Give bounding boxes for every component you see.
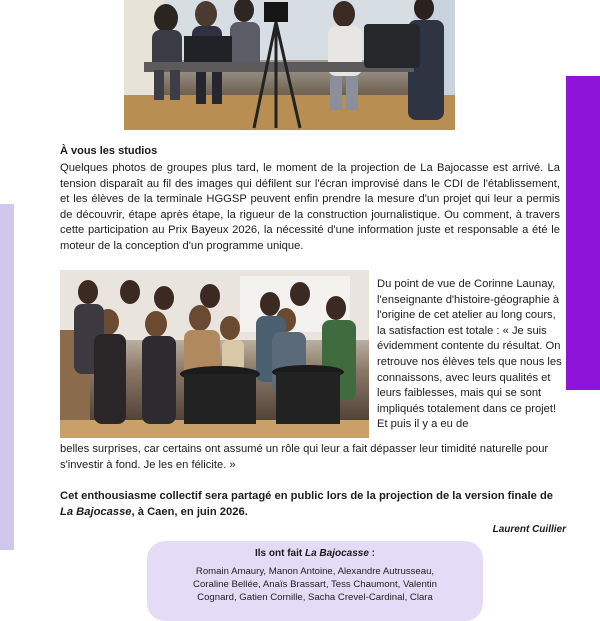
- author-signature: Laurent Cuillier: [492, 524, 566, 535]
- studio-photo: [124, 0, 455, 130]
- decorative-lavender-bar: [0, 204, 14, 550]
- conclusion-text-end: , à Caen, en juin 2026.: [131, 505, 248, 518]
- credits-names: Romain Amaury, Manon Antoine, Alexandre Autrusseau, Coraline Bellée, Anaïs Brassart, Tess Chaumont, Valentin Cognard, Gatien Cornille, Sacha Crevel-Cardinal, Clara: [193, 566, 437, 603]
- paragraph-quote: Du point de vue de Corinne Launay, l'enseignante d'histoire-géographie à l'origine de cet atelier au long cours, la satisfaction est totale : « Je suis évidemment contente du résultat. On retrouve nos élèves tels que nous les connaissons, avec leurs qualités et leurs faiblesses, mais qui se sont impliqués totalement dans ce projet! Et puis il y a eu de: [377, 278, 562, 431]
- credits-title: [147, 548, 483, 559]
- section-title: À vous les studios: [60, 145, 158, 157]
- conclusion-text-start: Cet enthousiasme collectif sera partagé en public lors de la projection de la version finale de: [60, 490, 554, 502]
- conclusion-title-italic: La Bajocasse: [60, 505, 132, 518]
- group-photo: [60, 270, 369, 438]
- decorative-purple-bar: [566, 76, 600, 390]
- credits-title-suffix: :: [368, 548, 376, 559]
- credits-box: [147, 541, 483, 621]
- paragraph-conclusion: [60, 489, 565, 520]
- credits-title-prefix: Ils ont fait: [254, 548, 305, 559]
- paragraph-intro: Quelques photos de groupes plus tard, le moment de la projection de La Bajocasse est arrivé. La tension disparaît au fil des images qui défilent sur l'écran improvisé dans le CDI de l'établissement, et les élèves de la terminale HGGSP peuvent enfin prendre la mesure d'un projet qui leur a permis de découvrir, étape après étape, la rigueur de la construction journalistique. Ou comment, à travers cette participation au Prix Bayeux 2026, la nécessité d'une information juste et responsable a été le moteur de la conception d'un programme unique.: [60, 162, 560, 252]
- credits-title-italic: La Bajocasse: [304, 548, 369, 559]
- paragraph-quote-end: belles surprises, car certains ont assumé un rôle qui leur a fait dépasser leur timidité naturelle pour s'investir à fond. Je les en félicite. »: [60, 443, 549, 471]
